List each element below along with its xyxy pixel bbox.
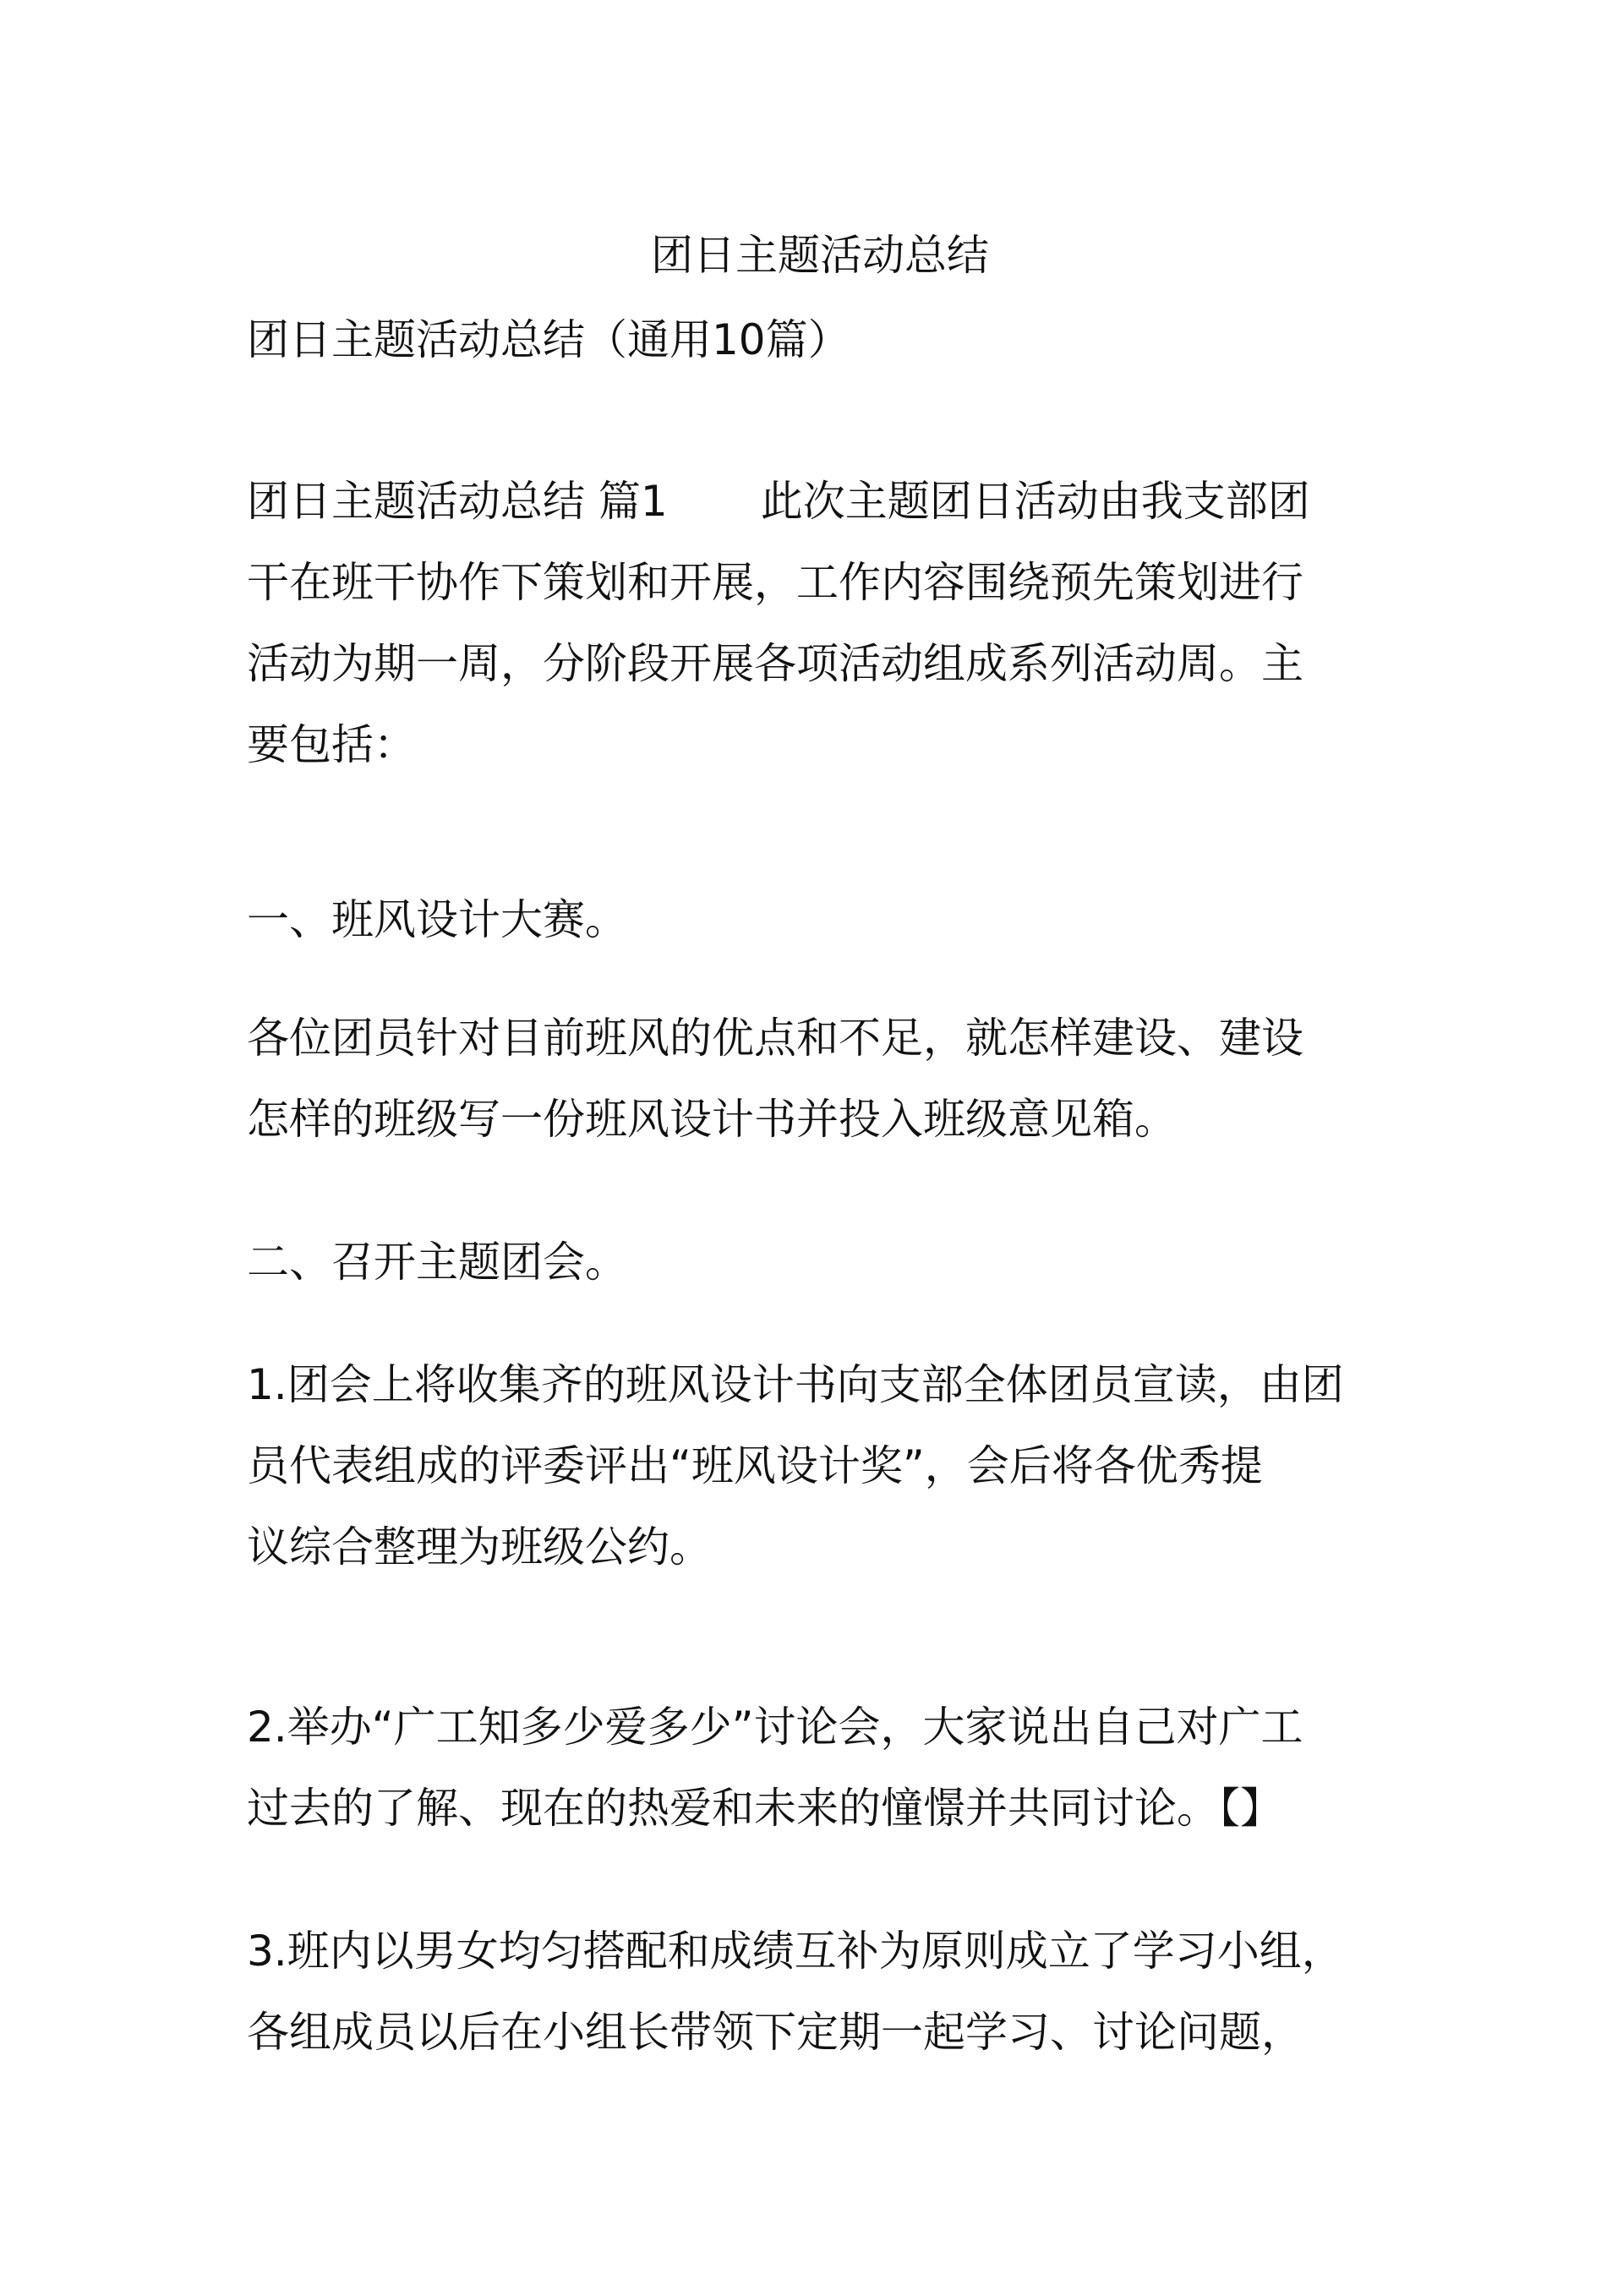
section-1-paragraph [247, 998, 1393, 1160]
paragraph-1 [247, 461, 1393, 785]
list-item-2 [247, 1686, 1393, 1849]
list-item-3-line: 3.班内以男女均匀搭配和成绩互补为原则成立了学习小组， [247, 1927, 1344, 1976]
list-item-1-line: 员代表组成的评委评出“班风设计奖”，会后将各优秀提 [247, 1441, 1263, 1490]
paragraph-1-line: 干在班干协作下策划和开展，工作内容围绕预先策划进行 [247, 558, 1303, 607]
list-item-2-line: 过去的了解、现在的热爱和未来的憧憬并共同讨论。【】 [247, 1784, 1282, 1833]
list-item-1 [247, 1344, 1393, 1588]
section-1-heading: 一、班风设计大赛。 [247, 895, 627, 944]
article-heading: 团日主题活动总结 篇1 [247, 477, 668, 526]
list-item-1-line: 议综合整理为班级公约。 [247, 1522, 712, 1572]
section-2-heading: 二、召开主题团会。 [247, 1238, 627, 1287]
section-1-line: 怎样的班级写一份班风设计书并投入班级意见箱。 [247, 1095, 1177, 1144]
paragraph-1-line: 活动为期一周，分阶段开展各项活动组成系列活动周。主 [247, 639, 1303, 688]
list-item-3-line: 各组成员以后在小组长带领下定期一起学习、讨论问题， [247, 2008, 1303, 2057]
list-item-3 [247, 1911, 1393, 2073]
document-title: 团日主题活动总结 [651, 231, 989, 280]
section-1-line: 各位团员针对目前班风的优点和不足，就怎样建设、建设 [247, 1014, 1303, 1063]
paragraph-1-line: 团日主题活动总结 篇1 此次主题团日活动由我支部团 [247, 477, 1310, 526]
document-subtitle: 团日主题活动总结（通用10篇） [247, 315, 850, 364]
list-item-2-line: 2.举办“广工知多少爱多少”讨论会，大家说出自己对广工 [247, 1703, 1303, 1752]
paragraph-1-line: 要包括： [247, 720, 416, 769]
list-item-1-line: 1.团会上将收集齐的班风设计书向支部全体团员宣读，由团 [247, 1360, 1344, 1409]
